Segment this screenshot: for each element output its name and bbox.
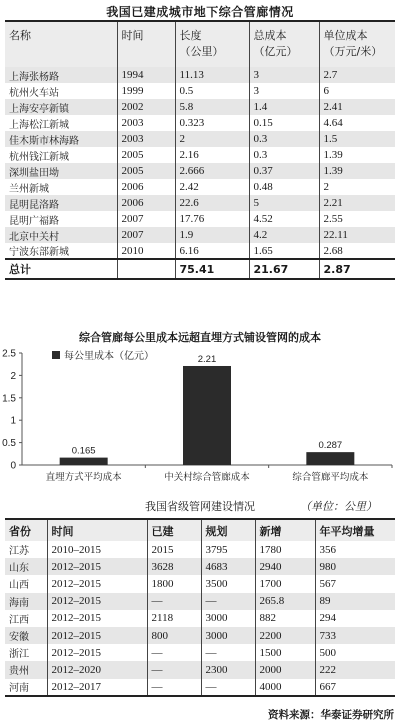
table-row <box>5 67 395 83</box>
table-cell: 4000 <box>255 679 315 696</box>
table-cell: — <box>147 593 201 610</box>
x-tick-label: 综合管廊平均成本 <box>292 472 369 483</box>
table-cell: 500 <box>315 644 395 661</box>
table-cell: 2.42 <box>175 179 249 195</box>
table-cell: 2010 <box>117 243 175 259</box>
table-cell: 2012–2015 <box>47 644 147 661</box>
table2-body <box>5 541 395 696</box>
table1-header-cell: 总成本 （亿元） <box>249 21 319 67</box>
bar <box>183 366 231 465</box>
table-cell: 2015 <box>147 541 201 558</box>
table-cell: 2.41 <box>319 99 395 115</box>
table-row <box>5 644 395 661</box>
table2-header-cell: 新增 <box>255 519 315 541</box>
table-cell: 667 <box>315 679 395 696</box>
table-cell: — <box>147 644 201 661</box>
table-cell: 2012–2015 <box>47 610 147 627</box>
table-row <box>5 593 395 610</box>
table-cell: 2002 <box>117 99 175 115</box>
table1-header-cell: 单位成本 （万元/米） <box>319 21 395 67</box>
table2-header-cell: 年平均增量 <box>315 519 395 541</box>
bar-value-label: 0.287 <box>318 440 343 452</box>
table-cell: 0.37 <box>249 163 319 179</box>
chart-title: 综合管廊每公里成本远超直埋方式铺设管网的成本 <box>79 331 321 344</box>
table-cell: 0.5 <box>175 83 249 99</box>
table-cell: 1780 <box>255 541 315 558</box>
table-cell: 89 <box>315 593 395 610</box>
table2-header-cell: 省份 <box>9 524 31 538</box>
table2-unit: （单位：公里） <box>300 500 377 513</box>
table-cell: 11.13 <box>175 67 249 83</box>
table-cell: 882 <box>255 610 315 627</box>
table-cell: 1.65 <box>249 243 319 259</box>
table-cell: 265.8 <box>255 593 315 610</box>
table-row <box>5 115 395 131</box>
table-cell: 2007 <box>117 211 175 227</box>
table-cell: 6 <box>319 83 395 99</box>
table-cell: 356 <box>315 541 395 558</box>
table-cell: 2 <box>319 179 395 195</box>
table-cell: 22.11 <box>319 227 395 243</box>
table-cell: 上海张杨路 <box>9 71 59 83</box>
table-row <box>5 558 395 575</box>
table-cell: 深圳盐田坳 <box>9 167 59 179</box>
table-cell: 昆明昆洛路 <box>9 199 59 211</box>
table-cell: — <box>147 661 201 678</box>
table-cell: 江西 <box>9 614 29 626</box>
table-cell: 733 <box>315 627 395 644</box>
table-cell: 2012–2015 <box>47 627 147 644</box>
y-tick-label: 0 <box>10 460 16 472</box>
bar <box>306 452 354 465</box>
table-cell: 567 <box>315 575 395 592</box>
table-cell: 2300 <box>201 661 255 678</box>
table-cell: 3628 <box>147 558 201 575</box>
table1-title: 我国已建成城市地下综合管廊情况 <box>106 5 294 19</box>
table-cell: 上海松江新城 <box>9 119 69 131</box>
table-cell: 6.16 <box>175 243 249 259</box>
y-tick-label: 2 <box>10 370 16 382</box>
cost-bar-chart <box>0 345 400 495</box>
table-row <box>5 163 395 179</box>
table-cell: 1994 <box>117 67 175 83</box>
table-cell: 222 <box>315 661 395 678</box>
table-cell: 江苏 <box>9 546 29 558</box>
table-row <box>5 610 395 627</box>
table2-header-cell: 已建 <box>147 519 201 541</box>
table-cell: 2006 <box>117 179 175 195</box>
table-cell: 2200 <box>255 627 315 644</box>
table-cell: — <box>201 644 255 661</box>
table-row <box>5 575 395 592</box>
bar-value-label: 2.21 <box>197 353 217 365</box>
table-cell: 3000 <box>201 610 255 627</box>
table-row <box>5 83 395 99</box>
table-cell: 佳木斯市林海路 <box>9 135 79 147</box>
table-cell: 海南 <box>9 597 29 609</box>
legend-swatch <box>52 351 60 359</box>
table-cell: 2.16 <box>175 147 249 163</box>
table-row <box>5 541 395 558</box>
table-cell: 3 <box>249 67 319 83</box>
table-cell: 1.9 <box>175 227 249 243</box>
table-cell: 5 <box>249 195 319 211</box>
table-cell: 4.2 <box>249 227 319 243</box>
table-cell: 5.8 <box>175 99 249 115</box>
table-row <box>5 627 395 644</box>
table1-header-cell: 长度 （公里） <box>175 21 249 67</box>
total-cell: 75.41 <box>175 259 249 279</box>
table-cell: 1.5 <box>319 131 395 147</box>
table-row <box>5 131 395 147</box>
table-cell: 0.15 <box>249 115 319 131</box>
table-cell: 0.323 <box>175 115 249 131</box>
table-cell: 2.666 <box>175 163 249 179</box>
table-cell: — <box>201 593 255 610</box>
table-cell: 2118 <box>147 610 201 627</box>
table-cell: 山西 <box>9 580 29 592</box>
table-cell: 2.68 <box>319 243 395 259</box>
table-cell: 2.7 <box>319 67 395 83</box>
table-cell: 北京中关村 <box>9 231 59 243</box>
table-cell: 2005 <box>117 147 175 163</box>
table-cell: 3795 <box>201 541 255 558</box>
table-cell: 1800 <box>147 575 201 592</box>
table-cell: 安徽 <box>9 632 29 644</box>
table-cell: 2012–2017 <box>47 679 147 696</box>
table-cell: 0.48 <box>249 179 319 195</box>
total-cell: 总计 <box>5 259 117 279</box>
table-cell: 4.52 <box>249 211 319 227</box>
y-tick-label: 1.5 <box>2 393 16 405</box>
x-tick-label: 中关村综合管廊成本 <box>164 472 250 483</box>
y-tick-label: 1 <box>10 415 16 427</box>
table-row <box>5 99 395 115</box>
table-cell: 2000 <box>255 661 315 678</box>
table-cell: 294 <box>315 610 395 627</box>
table-row <box>5 679 395 696</box>
total-cell: 2.87 <box>319 259 395 279</box>
table-cell: 2006 <box>117 195 175 211</box>
table-cell: 4.64 <box>319 115 395 131</box>
table-cell: 2007 <box>117 227 175 243</box>
table-cell: 昆明广福路 <box>9 215 59 227</box>
table-cell: 上海安亭新镇 <box>9 103 69 115</box>
table-cell: 2003 <box>117 115 175 131</box>
table1-body <box>5 67 395 259</box>
table-cell: — <box>201 679 255 696</box>
pipe-gallery-table <box>5 20 395 280</box>
table-row <box>5 227 395 243</box>
table-cell: 宁波东部新城 <box>9 247 69 258</box>
table-cell: 贵州 <box>9 666 29 678</box>
table-cell: 17.76 <box>175 211 249 227</box>
table1-header-cell: 名称 <box>9 29 31 42</box>
table-cell: 杭州钱江新城 <box>9 151 69 163</box>
table1-header-row <box>5 21 395 67</box>
x-tick-label: 直埋方式平均成本 <box>45 472 122 483</box>
table2-title: 我国省级管网建设情况 <box>145 500 255 513</box>
table-cell: 22.6 <box>175 195 249 211</box>
table-cell: 3 <box>249 83 319 99</box>
table-row <box>5 179 395 195</box>
table-row <box>5 661 395 678</box>
table-cell: 980 <box>315 558 395 575</box>
table-cell: 1.4 <box>249 99 319 115</box>
total-cell: 21.67 <box>249 259 319 279</box>
table-row <box>5 195 395 211</box>
y-tick-label: 2.5 <box>2 348 16 360</box>
legend-label: 每公里成本（亿元） <box>64 351 154 362</box>
table-cell: 2.55 <box>319 211 395 227</box>
table-cell: 2940 <box>255 558 315 575</box>
table-cell: 2012–2015 <box>47 593 147 610</box>
table-row <box>5 243 395 259</box>
table-cell: 800 <box>147 627 201 644</box>
table-cell: 2010–2015 <box>47 541 147 558</box>
table-cell: 兰州新城 <box>9 183 49 195</box>
table-cell: 山东 <box>9 563 29 575</box>
provincial-pipeline-table <box>5 518 395 697</box>
table-cell: 河南 <box>9 683 29 695</box>
table-cell: 2012–2015 <box>47 558 147 575</box>
source-note: 资料来源：华泰证券研究所 <box>268 709 394 721</box>
bar <box>60 458 108 465</box>
table-cell: 浙江 <box>9 649 29 661</box>
table-cell: 2012–2015 <box>47 575 147 592</box>
table-cell: — <box>147 679 201 696</box>
table-cell: 0.3 <box>249 147 319 163</box>
total-cell <box>117 259 175 279</box>
table-cell: 2003 <box>117 131 175 147</box>
bar-value-label: 0.165 <box>71 445 96 457</box>
table-cell: 1.39 <box>319 147 395 163</box>
table-cell: 2005 <box>117 163 175 179</box>
table-row <box>5 147 395 163</box>
table-cell: 3000 <box>201 627 255 644</box>
table-cell: 4683 <box>201 558 255 575</box>
table-cell: 1700 <box>255 575 315 592</box>
table2-header-cell: 规划 <box>201 519 255 541</box>
table-cell: 1500 <box>255 644 315 661</box>
table-cell: 2.21 <box>319 195 395 211</box>
table2-header-row <box>5 519 395 541</box>
table-cell: 1999 <box>117 83 175 99</box>
table-cell: 2012–2020 <box>47 661 147 678</box>
table2-header-cell: 时间 <box>47 519 147 541</box>
table1-total-row <box>5 259 395 279</box>
table-cell: 杭州火车站 <box>9 87 59 99</box>
table-cell: 3500 <box>201 575 255 592</box>
table-cell: 2 <box>175 131 249 147</box>
table-row <box>5 211 395 227</box>
y-tick-label: 0.5 <box>2 438 16 450</box>
table-cell: 0.3 <box>249 131 319 147</box>
table1-header-cell: 时间 <box>117 21 175 67</box>
table-cell: 1.39 <box>319 163 395 179</box>
